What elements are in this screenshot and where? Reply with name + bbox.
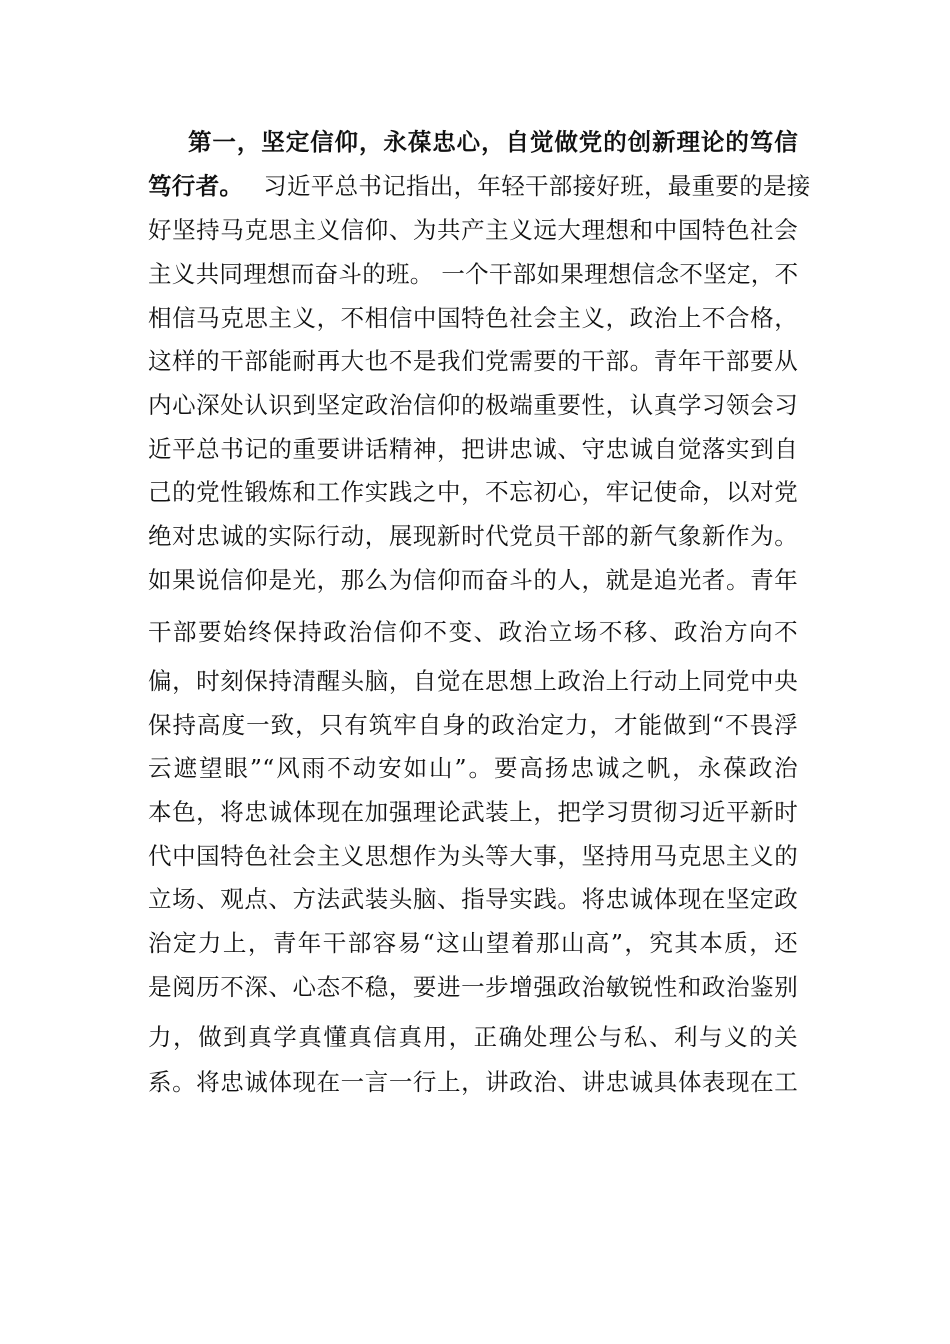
paragraph-line: 如果说信仰是光，那么为信仰而奋斗的人，就是追光者。青年 [148,566,798,594]
paragraph-line: 立场、观点、方法武装头脑、指导实践。将忠诚体现在坚定政 [148,885,798,913]
paragraph-line: 本色，将忠诚体现在加强理论武装上，把学习贯彻习近平新时 [148,798,798,826]
paragraph-line: 干部要始终保持政治信仰不变、政治立场不移、政治方向不 [148,618,798,646]
paragraph-line: 保持高度一致，只有筑牢自身的政治定力，才能做到“不畏浮 [148,711,798,739]
paragraph-line: 绝对忠诚的实际行动，展现新时代党员干部的新气象新作为。 [148,522,798,550]
section-heading-end: 笃行者。 [148,172,244,200]
paragraph-line: 云遮望眼”“风雨不动安如山”。要高扬忠诚之帆，永葆政治 [148,754,798,782]
paragraph-text: 习近平总书记指出，年轻干部接好班，最重要的是接 [263,172,811,200]
paragraph-line: 治定力上，青年干部容易“这山望着那山高”，究其本质，还 [148,929,798,957]
paragraph-line: 好坚持马克思主义信仰、为共产主义远大理想和中国特色社会 [148,216,798,244]
paragraph-line: 偏，时刻保持清醒头脑，自觉在思想上政治上行动上同党中央 [148,667,798,695]
section-heading-line: 第一，坚定信仰，永葆忠心，自觉做党的创新理论的笃信 [188,128,798,156]
paragraph-line: 近平总书记的重要讲话精神，把讲忠诚、守忠诚自觉落实到自 [148,435,798,463]
paragraph-line: 相信马克思主义，不相信中国特色社会主义，政治上不合格， [148,304,798,332]
paragraph-line [148,166,811,206]
paragraph-line: 这样的干部能耐再大也不是我们党需要的干部。青年干部要从 [148,347,798,375]
paragraph-line: 内心深处认识到坚定政治信仰的极端重要性，认真学习领会习 [148,391,798,419]
paragraph-line: 己的党性锻炼和工作实践之中，不忘初心，牢记使命，以对党 [148,478,798,506]
paragraph-line: 系。将忠诚体现在一言一行上，讲政治、讲忠诚具体表现在工 [148,1068,798,1096]
paragraph-line: 代中国特色社会主义思想作为头等大事，坚持用马克思主义的 [148,842,798,870]
paragraph-line: 是阅历不深、心态不稳，要进一步增强政治敏锐性和政治鉴别 [148,973,798,1001]
paragraph-line: 力，做到真学真懂真信真用，正确处理公与私、利与义的关 [148,1023,798,1051]
paragraph-line: 主义共同理想而奋斗的班。 一个干部如果理想信念不坚定，不 [148,260,799,288]
